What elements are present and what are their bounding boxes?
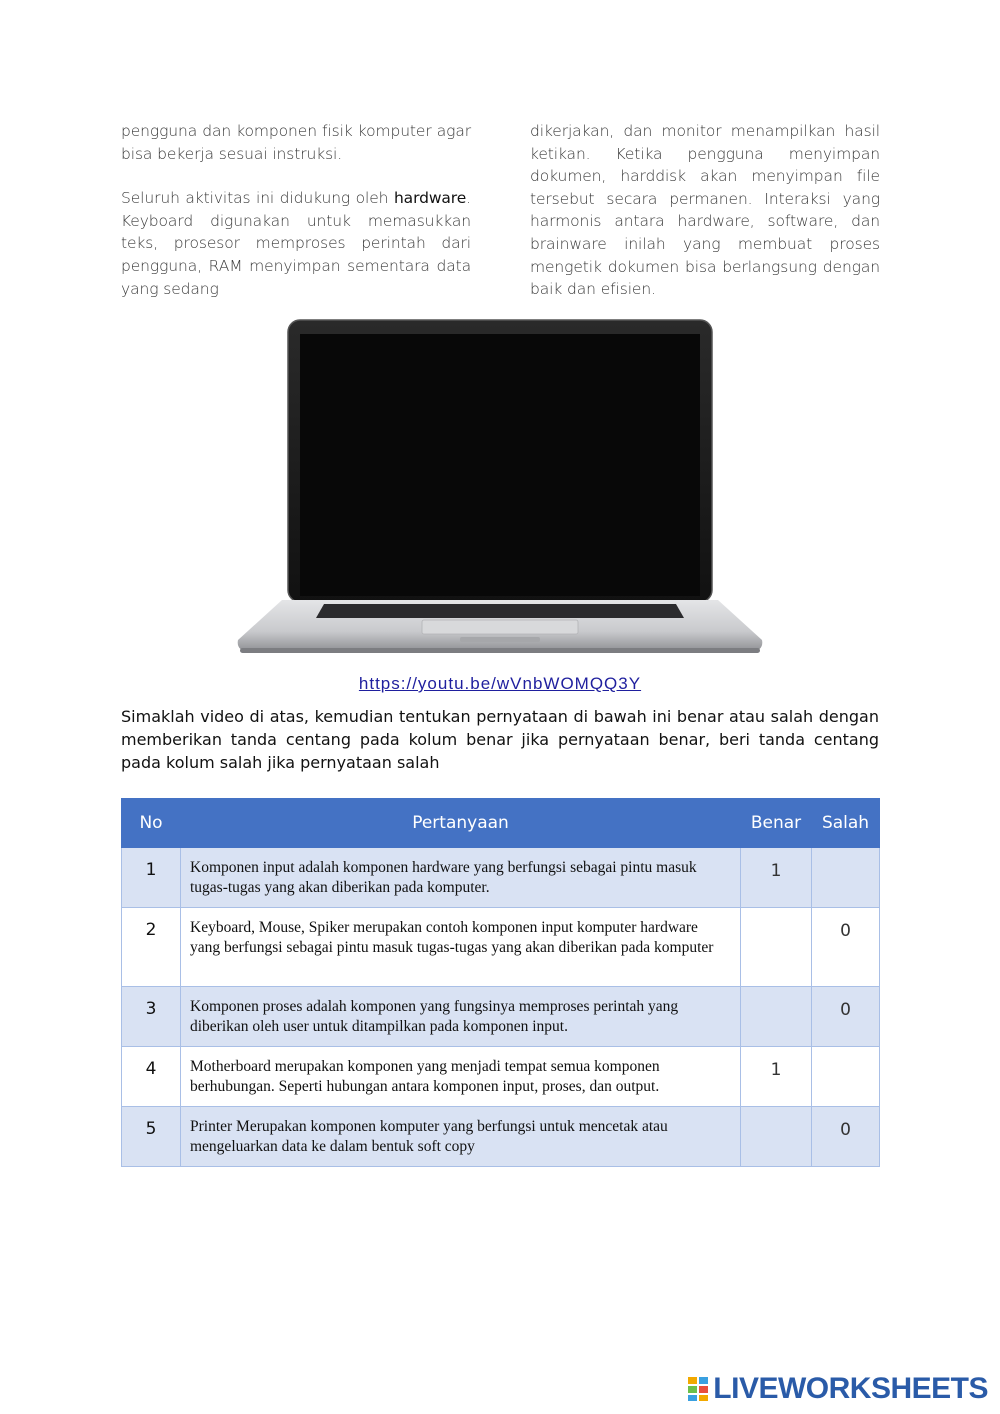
row-question: Motherboard merupakan komponen yang menjadi tempat semua komponen berhubungan. Seperti hubungan antara komponen input, proses, dan output. <box>181 1047 741 1107</box>
row-question: Komponen proses adalah komponen yang fungsinya memproses perintah yang diberikan oleh user untuk ditampilkan pada komponen input. <box>181 987 741 1047</box>
benar-answer-field[interactable] <box>741 1107 812 1167</box>
salah-answer-field[interactable]: 0 <box>812 987 880 1047</box>
table-header-row <box>122 799 880 848</box>
table-row <box>122 908 880 987</box>
row-number: 4 <box>122 1047 181 1107</box>
row-number: 3 <box>122 987 181 1047</box>
laptop-trackpad <box>422 620 578 634</box>
hardware-term: hardware <box>393 189 467 208</box>
video-link[interactable]: https://youtu.be/wVnbWOMQQ3Y <box>358 674 642 693</box>
salah-answer-field[interactable] <box>812 1047 880 1107</box>
paragraph-left-1: pengguna dan komponen fisik komputer agar bisa bekerja sesuai instruksi. <box>121 122 471 163</box>
salah-answer-field[interactable]: 0 <box>812 908 880 987</box>
row-number: 5 <box>122 1107 181 1167</box>
laptop-keyboard <box>316 604 684 618</box>
table-row <box>122 1047 880 1107</box>
text-column-right <box>530 120 880 301</box>
row-question: Keyboard, Mouse, Spiker merupakan contoh komponen input komputer hardware yang berfungsi sebagai pintu masuk tugas-tugas yang akan diberikan pada komputer <box>181 908 741 987</box>
laptop-notch <box>460 637 540 642</box>
laptop-edge <box>240 648 760 653</box>
row-question: Komponen input adalah komponen hardware yang berfungsi sebagai pintu masuk tugas-tugas yang akan diberikan pada komputer. <box>181 848 741 908</box>
paragraph-right-1: dikerjakan, dan monitor menampilkan hasil ketikan. Ketika pengguna menyimpan dokumen, harddisk akan menyimpan file tersebut secara permanen. Interaksi yang harmonis antara hardware, software, dan brainware inilah yang membuat proses mengetik dokumen bisa berlangsung dengan baik dan efisien. <box>530 122 880 299</box>
benar-answer-field[interactable]: 1 <box>741 848 812 908</box>
paragraph-left-2 <box>121 187 471 300</box>
benar-answer-field[interactable]: 1 <box>741 1047 812 1107</box>
salah-answer-field[interactable] <box>812 848 880 908</box>
paragraph-left-2-end: . Keyboard digunakan untuk memasukkan teks, prosesor memproses perintah dari pengguna, RAM menyimpan sementara data yang sedang <box>121 189 471 298</box>
benar-answer-field[interactable] <box>741 908 812 987</box>
header-salah: Salah <box>812 799 880 848</box>
liveworksheets-brand[interactable] <box>687 1372 988 1406</box>
header-question: Pertanyaan <box>181 799 741 848</box>
instruction-text: Simaklah video di atas, kemudian tentukan pernyataan di bawah ini benar atau salah dengan memberikan tanda centang pada kolum benar jika pernyataan benar, beri tanda centang pada kolum salah jika pernyataan salah <box>121 707 879 772</box>
text-column-left <box>121 120 471 300</box>
benar-answer-field[interactable] <box>741 987 812 1047</box>
paragraph-left-2-start: Seluruh aktivitas ini didukung oleh <box>121 189 394 208</box>
row-number: 2 <box>122 908 181 987</box>
header-benar: Benar <box>741 799 812 848</box>
salah-answer-field[interactable]: 0 <box>812 1107 880 1167</box>
table-row <box>122 987 880 1047</box>
liveworksheets-logo-icon <box>687 1376 709 1402</box>
table-row <box>122 848 880 908</box>
laptop-image <box>232 318 768 660</box>
table-row <box>122 1107 880 1167</box>
row-question: Printer Merupakan komponen komputer yang berfungsi untuk mencetak atau mengeluarkan data ke dalam bentuk soft copy <box>181 1107 741 1167</box>
brand-text: LIVEWORKSHEETS <box>713 1372 988 1405</box>
laptop-screen <box>300 334 700 596</box>
quiz-table <box>121 798 880 1167</box>
row-number: 1 <box>122 848 181 908</box>
header-no: No <box>122 799 181 848</box>
